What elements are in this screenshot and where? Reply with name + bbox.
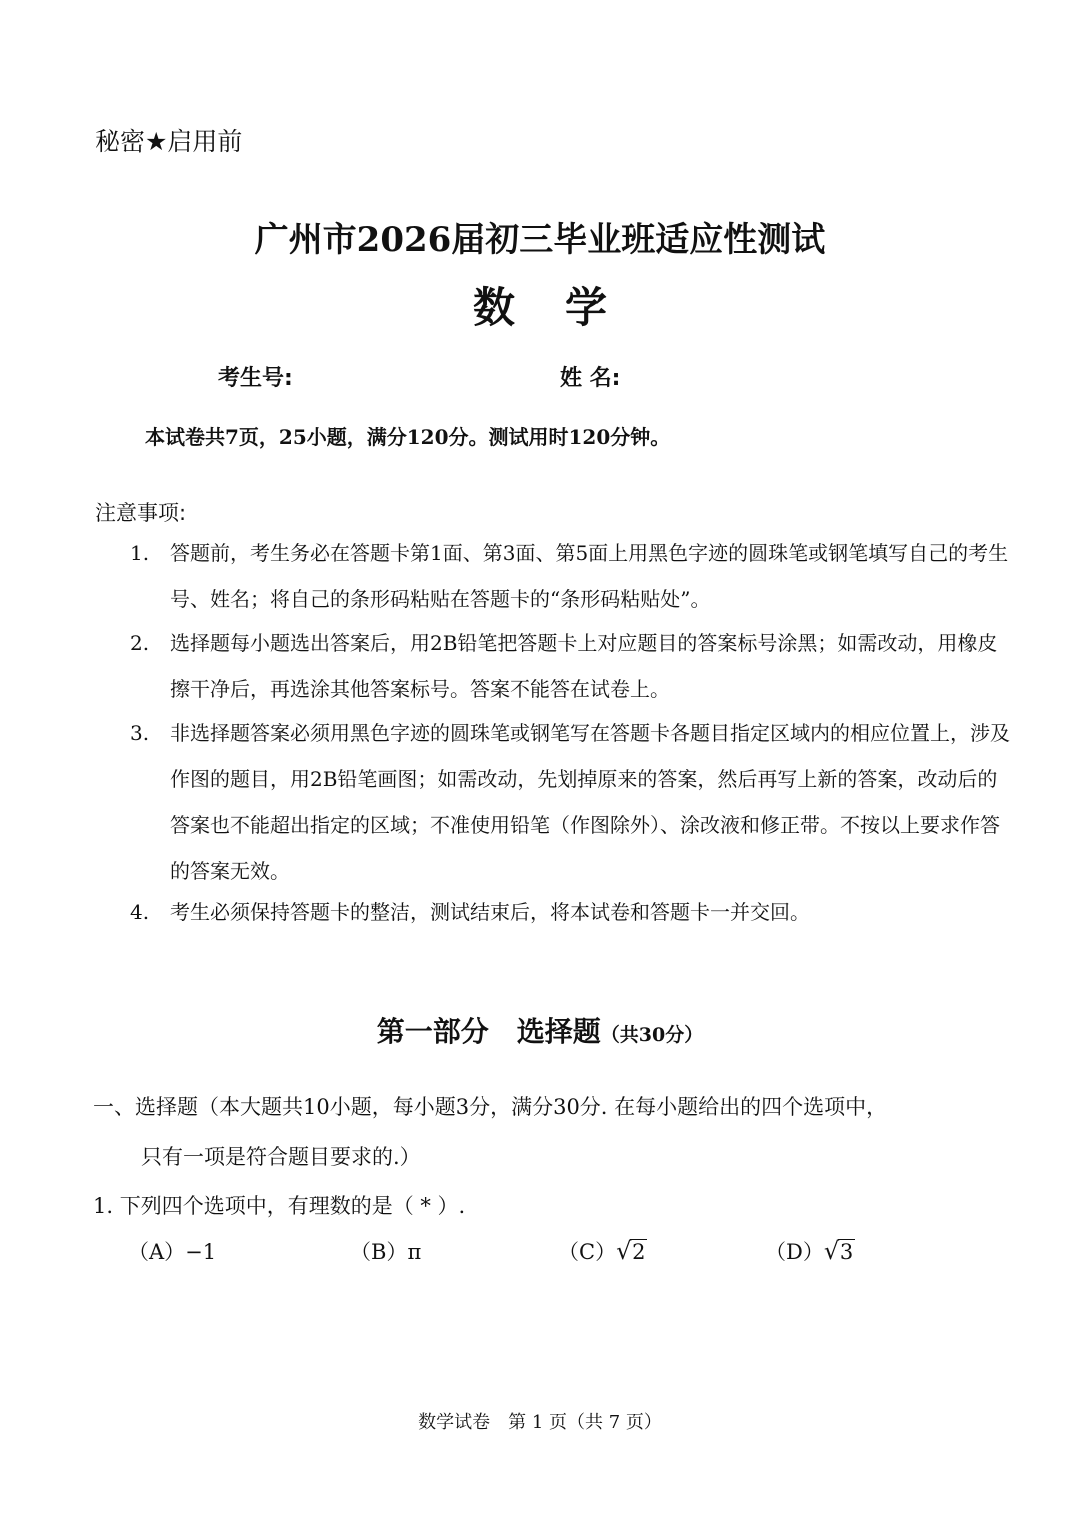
notice-item xyxy=(130,710,1010,894)
name-label: 姓 名: xyxy=(560,366,621,391)
option-c-label: （C） xyxy=(558,1240,617,1264)
subject-title: 数学 xyxy=(472,283,657,332)
notice-item-number: 4. xyxy=(130,900,150,924)
notice-item xyxy=(130,889,1010,935)
section-title xyxy=(0,1010,1080,1050)
notice-item xyxy=(130,620,1010,712)
question-1-option-c xyxy=(558,1236,647,1266)
multiple-choice-instructions xyxy=(93,1082,1003,1182)
option-d-label: （D） xyxy=(765,1240,824,1264)
sqrt-2 xyxy=(616,1237,647,1265)
option-a-value: −1 xyxy=(185,1240,217,1264)
notice-item-text: 非选择题答案必须用黑色字迹的圆珠笔或钢笔写在答题卡各题目指定区域内的相应位置上，涉及作图的题目，用2B铅笔画图；如需改动，先划掉原来的答案，然后再写上新的答案，改动后的答案也不能超出指定的区域；不准使用铅笔（作图除外）、涂改液和修正带。不按以上要求作答的答案无效。 xyxy=(170,721,1010,883)
notice-item-text: 答题前，考生务必在答题卡第1面、第3面、第5面上用黑色字迹的圆珠笔或钢笔填写自己的考生号、姓名；将自己的条形码粘贴在答题卡的“条形码粘贴处”。 xyxy=(170,541,1009,611)
question-1-option-d xyxy=(765,1236,855,1266)
candidate-number-label: 考生号: xyxy=(218,366,293,391)
confidential-label: 秘密★启用前 xyxy=(95,127,243,156)
option-b-value: π xyxy=(407,1240,422,1264)
notice-item xyxy=(130,530,1010,622)
question-1-stem: 1. 下列四个选项中，有理数的是（ * ）. xyxy=(93,1194,466,1218)
radical-sign: √ xyxy=(616,1237,632,1265)
mc-instructions-line2: 只有一项是符合题目要求的.） xyxy=(141,1145,421,1169)
option-d-value: 3 xyxy=(839,1240,854,1264)
question-1-option-a xyxy=(128,1236,216,1266)
option-c-value: 2 xyxy=(632,1240,646,1264)
exam-info: 本试卷共7页，25小题，满分120分。测试用时120分钟。 xyxy=(145,425,671,449)
notice-item-text: 选择题每小题选出答案后，用2B铅笔把答题卡上对应题目的答案标号涂黑；如需改动，用橡皮擦干净后，再选涂其他答案标号。答案不能答在试卷上。 xyxy=(170,631,998,701)
question-1-option-b xyxy=(350,1236,421,1266)
radical-sign: √ xyxy=(823,1237,840,1265)
notice-item-number: 3. xyxy=(130,721,150,745)
sqrt-3 xyxy=(823,1237,855,1265)
notice-title: 注意事项: xyxy=(95,501,187,525)
notice-item-number: 1. xyxy=(130,541,150,565)
page-footer: 数学试卷 第 1 页（共 7 页） xyxy=(418,1412,662,1433)
notice-item-number: 2. xyxy=(130,631,150,655)
option-b-label: （B） xyxy=(350,1240,408,1264)
notice-item-text: 考生必须保持答题卡的整洁，测试结束后，将本试卷和答题卡一并交回。 xyxy=(170,900,810,924)
section-title-main: 第一部分 选择题 xyxy=(376,1015,601,1048)
mc-instructions-line1: 一、选择题（本大题共10小题，每小题3分，满分30分. 在每小题给出的四个选项中， xyxy=(93,1095,888,1119)
exam-title: 广州市2026届初三毕业班适应性测试 xyxy=(254,220,826,260)
option-a-label: （A） xyxy=(128,1240,186,1264)
section-title-score: （共30分） xyxy=(600,1024,704,1046)
